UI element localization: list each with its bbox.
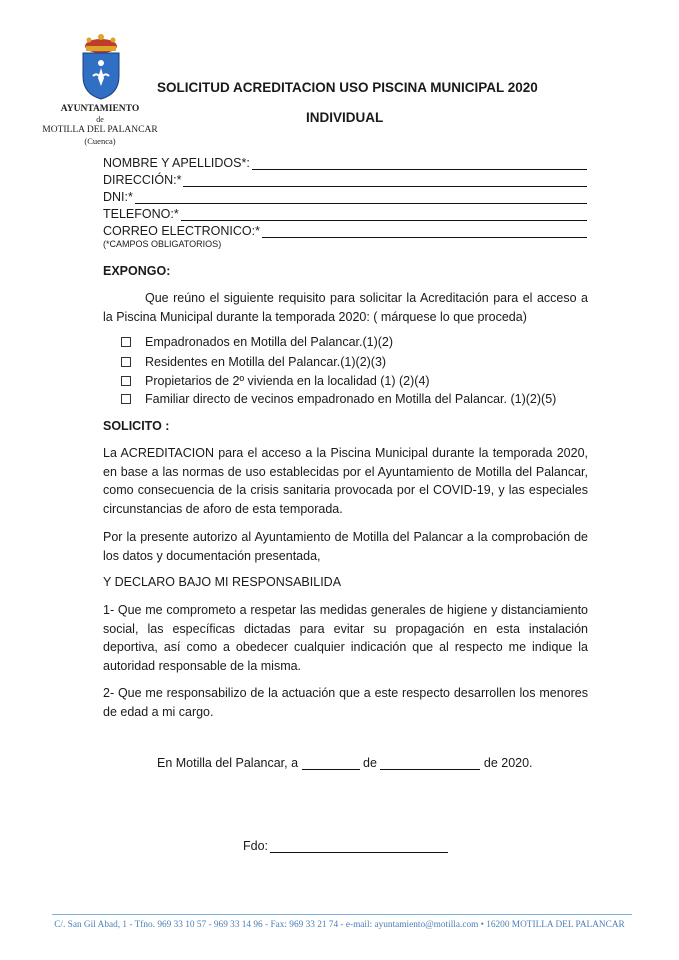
field-email-line[interactable] xyxy=(262,227,587,238)
document-subtitle: INDIVIDUAL xyxy=(306,110,384,125)
field-phone-line[interactable] xyxy=(181,210,587,221)
declaration-heading: Y DECLARO BAJO MI RESPONSABILIDA xyxy=(103,575,342,589)
option-empadronados[interactable] xyxy=(121,335,393,349)
field-email[interactable] xyxy=(103,224,587,238)
field-address[interactable] xyxy=(103,173,587,187)
field-name[interactable] xyxy=(103,156,587,170)
footer-contact: C/. San Gil Abad, 1 - Tfno. 969 33 10 57 - 969 33 14 96 - Fax: 969 33 21 74 - e-mail: ayuntamiento@motilla.com • 16200 MOTILLA DEL PALANCAR xyxy=(54,920,625,930)
signature-field[interactable] xyxy=(243,839,448,853)
solicito-paragraph-2: Por la presente autorizo al Ayuntamiento de Motilla del Palancar a la comprobación de los datos y documentación presentada, xyxy=(103,530,588,563)
field-email-label: CORREO ELECTRONICO:* xyxy=(103,224,260,238)
field-address-label: DIRECCIÓN:* xyxy=(103,173,182,187)
field-dni-line[interactable] xyxy=(135,193,587,204)
option-label: Propietarios de 2º vivienda en la localidad (1) (2)(4) xyxy=(145,374,430,388)
date-line-place: En Motilla del Palancar, a xyxy=(157,756,302,770)
checkbox[interactable] xyxy=(121,337,131,347)
field-name-label: NOMBRE Y APELLIDOS*: xyxy=(103,156,250,170)
field-phone[interactable] xyxy=(103,207,587,221)
field-name-line[interactable] xyxy=(252,159,587,170)
document-title: SOLICITUD ACREDITACION USO PISCINA MUNICIPAL 2020 xyxy=(157,80,538,95)
date-line-de-1: de xyxy=(359,756,381,770)
expongo-text: Que reúno el siguiente requisito para solicitar la Acreditación para el acceso a la Piscina Municipal durante la temporada 2020: ( márquese lo que proceda) xyxy=(103,291,588,324)
org-name-line3: MOTILLA DEL PALANCAR xyxy=(42,125,158,135)
footer-divider xyxy=(52,914,632,915)
signature-line[interactable] xyxy=(270,842,448,853)
date-line xyxy=(157,756,533,770)
field-address-line[interactable] xyxy=(183,176,587,187)
declaration-item-1: 1- Que me comprometo a respetar las medidas generales de higiene y distanciamiento social, las específicas dictadas para evitar su propagación en esta instalación deportiva, así como a obedecer cualquier indicación que al respecto me indique la autoridad responsable de la misma. xyxy=(103,603,588,673)
option-familiar[interactable] xyxy=(121,392,556,406)
required-fields-note: (*CAMPOS OBLIGATORIOS) xyxy=(103,239,222,249)
signature-label: Fdo: xyxy=(243,839,269,853)
field-dni-label: DNI:* xyxy=(103,190,133,204)
option-label: Empadronados en Motilla del Palancar.(1)(2) xyxy=(145,335,394,349)
checkbox[interactable] xyxy=(121,357,131,367)
date-line-year: de 2020. xyxy=(480,756,533,770)
declaration-item-2: 2- Que me responsabilizo de la actuación que a este respecto desarrollen los menores de edad a mi cargo. xyxy=(103,686,588,719)
field-phone-label: TELEFONO:* xyxy=(103,207,179,221)
org-name-line1: AYUNTAMIENTO xyxy=(60,104,140,114)
checkbox[interactable] xyxy=(121,376,131,386)
month-blank[interactable] xyxy=(380,759,480,770)
option-propietarios[interactable] xyxy=(121,374,430,388)
day-blank[interactable] xyxy=(302,759,360,770)
org-name-line2: de xyxy=(96,115,104,124)
solicito-heading: SOLICITO : xyxy=(103,419,170,433)
field-dni[interactable] xyxy=(103,190,587,204)
option-residentes[interactable] xyxy=(121,355,386,369)
option-label: Familiar directo de vecinos empadronado en Motilla del Palancar. (1)(2)(5) xyxy=(145,392,557,406)
solicito-paragraph-1: La ACREDITACION para el acceso a la Piscina Municipal durante la temporada 2020, en base a las normas de uso establecidas por el Ayuntamiento de Motilla del Palancar, como consecuencia de la crisis sanitaria provocada por el COVID-19, y las especiales circunstancias de aforo de esta temporada. xyxy=(103,446,588,516)
org-name-line4: (Cuenca) xyxy=(84,136,116,146)
checkbox[interactable] xyxy=(121,394,131,404)
municipal-coat-of-arms xyxy=(78,32,124,100)
expongo-heading: EXPONGO: xyxy=(103,264,171,278)
option-label: Residentes en Motilla del Palancar.(1)(2)(3) xyxy=(145,355,387,369)
